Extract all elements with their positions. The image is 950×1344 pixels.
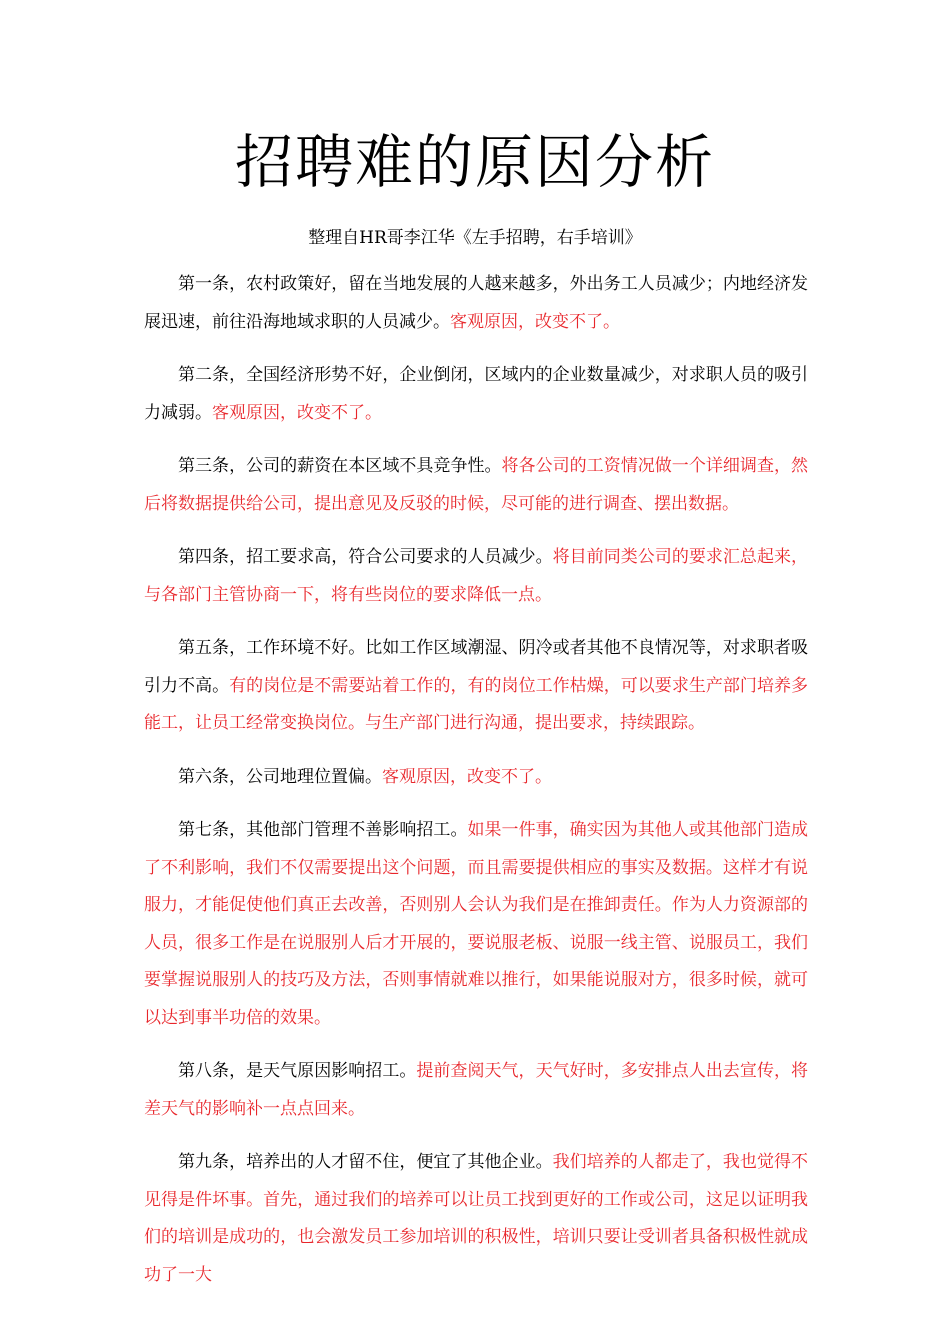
paragraph-3-text: 第三条，公司的薪资在本区域不具竞争性。 [178, 456, 502, 476]
paragraph-5-comment: 有的岗位是不需要站着工作的，有的岗位工作枯燥，可以要求生产部门培养多能工，让员工经常变换岗位。与生产部门进行沟通，提出要求，持续跟踪。 [144, 675, 809, 733]
paragraph-5 [144, 630, 808, 743]
paragraph-4-text: 第四条，招工要求高，符合公司要求的人员减少。 [178, 547, 553, 567]
paragraph-6 [144, 759, 808, 797]
paragraph-5-text: 第五条，工作环境不好。比如工作区域潮湿、阴冷或者其他不良情况等，对求职者吸引力不高。 [144, 638, 808, 696]
paragraph-3-comment: 将各公司的工资情况做一个详细调查，然后将数据提供给公司，提出意见及反驳的时候，尽可能的进行调查、摆出数据。 [144, 456, 809, 514]
paragraph-4 [144, 539, 808, 614]
paragraph-2-comment: 客观原因，改变不了。 [212, 402, 382, 423]
paragraph-7-comment: 如果一件事，确实因为其他人或其他部门造成了不利影响，我们不仅需要提出这个问题，而且需要提供相应的事实及数据。这样才有说服力，才能促使他们真正去改善，否则别人会认为我们是在推卸责任。作为人力资源部的人员，很多工作是在说服别人后才开展的，要说服老板、说服一线主管、说服员工，我们要掌握说服别人的技巧及方法，否则事情就难以推行，如果能说服对方，很多时候，就可以达到事半功倍的效果。 [144, 820, 809, 1028]
paragraph-9-text: 第九条，培养出的人才留不住，便宜了其他企业。 [178, 1152, 553, 1172]
paragraph-8 [144, 1053, 808, 1128]
paragraph-9 [144, 1144, 808, 1294]
paragraph-6-comment: 客观原因，改变不了。 [382, 766, 552, 787]
paragraph-8-text: 第八条，是天气原因影响招工。 [178, 1061, 417, 1081]
paragraph-2-text: 第二条，全国经济形势不好，企业倒闭，区域内的企业数量减少，对求职人员的吸引力减弱。 [144, 365, 808, 423]
paragraph-7-text: 第七条，其他部门管理不善影响招工。 [178, 820, 468, 840]
paragraph-2 [144, 357, 808, 432]
document-title: 招聘难的原因分析 [234, 128, 715, 196]
paragraph-3 [144, 448, 808, 523]
document-subtitle: 整理自HR哥李江华《左手招聘，右手培训》 [308, 228, 642, 248]
paragraph-4-comment: 将目前同类公司的要求汇总起来，与各部门主管协商一下，将有些岗位的要求降低一点。 [144, 547, 809, 605]
paragraph-8-comment: 提前查阅天气，天气好时，多安排点人出去宣传，将差天气的影响补一点点回来。 [144, 1061, 809, 1119]
paragraph-1 [144, 266, 808, 341]
paragraph-6-text: 第六条，公司地理位置偏。 [178, 766, 382, 787]
paragraph-1-comment: 客观原因，改变不了。 [450, 311, 620, 332]
paragraph-1-text: 第一条，农村政策好，留在当地发展的人越来越多，外出务工人员减少；内地经济发展迅速，前往沿海地域求职的人员减少。 [144, 274, 808, 332]
paragraph-7 [144, 812, 808, 1037]
paragraph-9-comment: 我们培养的人都走了，我也觉得不见得是件坏事。首先，通过我们的培养可以让员工找到更好的工作或公司，这足以证明我们的培训是成功的，也会激发员工参加培训的积极性，培训只要让受训者具备积极性就成功了一大 [144, 1152, 809, 1285]
document-body [144, 266, 808, 1310]
